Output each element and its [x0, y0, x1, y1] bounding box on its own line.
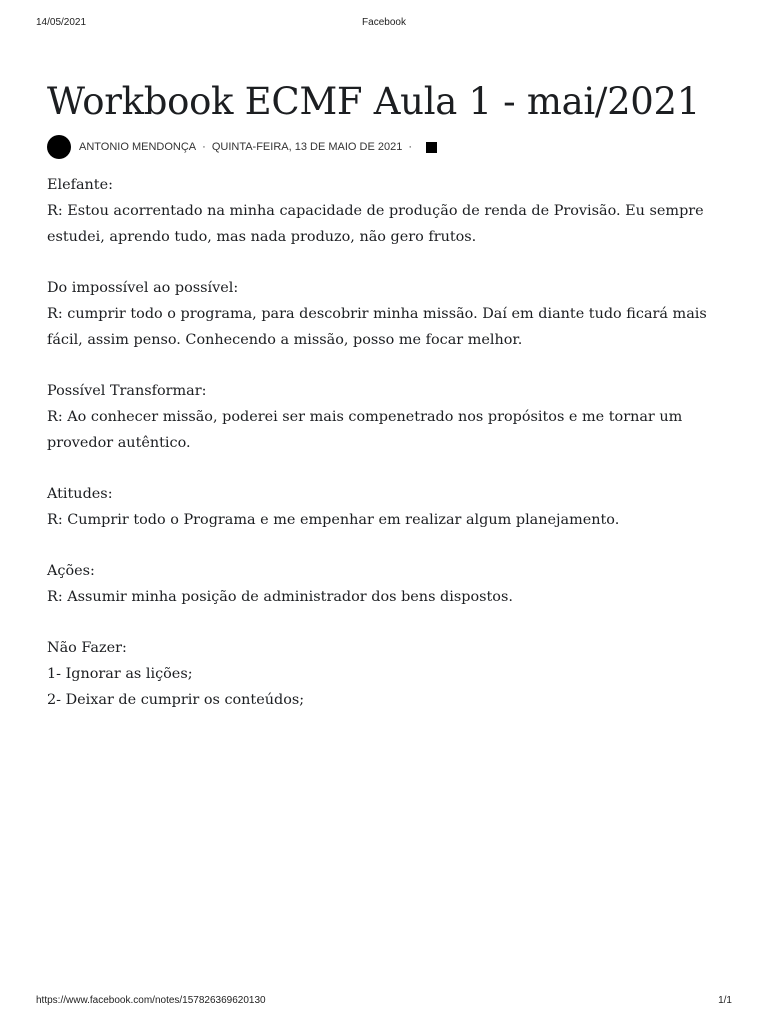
section-heading: Elefante: [47, 177, 113, 193]
section-line: R: Ao conhecer missão, poderei ser mais compenetrado nos propósitos e me tornar um [47, 409, 683, 425]
section-line: estudei, aprendo tudo, mas nada produzo, não gero frutos. [47, 229, 477, 245]
section-line: fácil, assim penso. Conhecendo a missão, posso me focar melhor. [47, 332, 523, 348]
note-section [47, 378, 727, 456]
print-url: https://www.facebook.com/notes/157826369620130 [36, 995, 266, 1006]
section-line: R: cumprir todo o programa, para descobrir minha missão. Daí em diante tudo ficará mais [47, 306, 707, 322]
author-name[interactable]: ANTONIO MENDONÇA [79, 141, 197, 153]
note-section [47, 275, 727, 353]
note-byline [47, 134, 727, 160]
print-site-name: Facebook [362, 17, 406, 28]
privacy-square-icon [426, 142, 437, 153]
print-header [36, 17, 732, 31]
note-section [47, 481, 727, 533]
section-line: provedor autêntico. [47, 435, 191, 451]
note-date[interactable]: QUINTA-FEIRA, 13 DE MAIO DE 2021 [211, 141, 403, 153]
note-section [47, 558, 727, 610]
author-avatar[interactable] [47, 135, 71, 159]
section-line: R: Cumprir todo o Programa e me empenhar em realizar algum planejamento. [47, 512, 620, 528]
print-footer [36, 995, 732, 1009]
section-heading: Ações: [47, 563, 95, 579]
print-page-number: 1/1 [718, 995, 732, 1006]
note-article [47, 80, 727, 738]
section-line: R: Assumir minha posição de administrador dos bens dispostos. [47, 589, 513, 605]
section-heading: Atitudes: [47, 486, 113, 502]
section-heading: Possível Transformar: [47, 383, 207, 399]
section-line: 1- Ignorar as lições; [47, 666, 193, 682]
section-line: R: Estou acorrentado na minha capacidade de produção de renda de Provisão. Eu sempre [47, 203, 704, 219]
byline-separator: · [408, 141, 412, 153]
section-line: 2- Deixar de cumprir os conteúdos; [47, 692, 305, 708]
section-heading: Não Fazer: [47, 640, 127, 656]
note-section [47, 635, 727, 713]
section-heading: Do impossível ao possível: [47, 280, 239, 296]
byline-separator: · [202, 141, 206, 153]
print-date: 14/05/2021 [36, 17, 87, 28]
note-title: Workbook ECMF Aula 1 - mai/2021 [47, 80, 701, 123]
note-section [47, 172, 727, 250]
note-body [47, 172, 727, 713]
